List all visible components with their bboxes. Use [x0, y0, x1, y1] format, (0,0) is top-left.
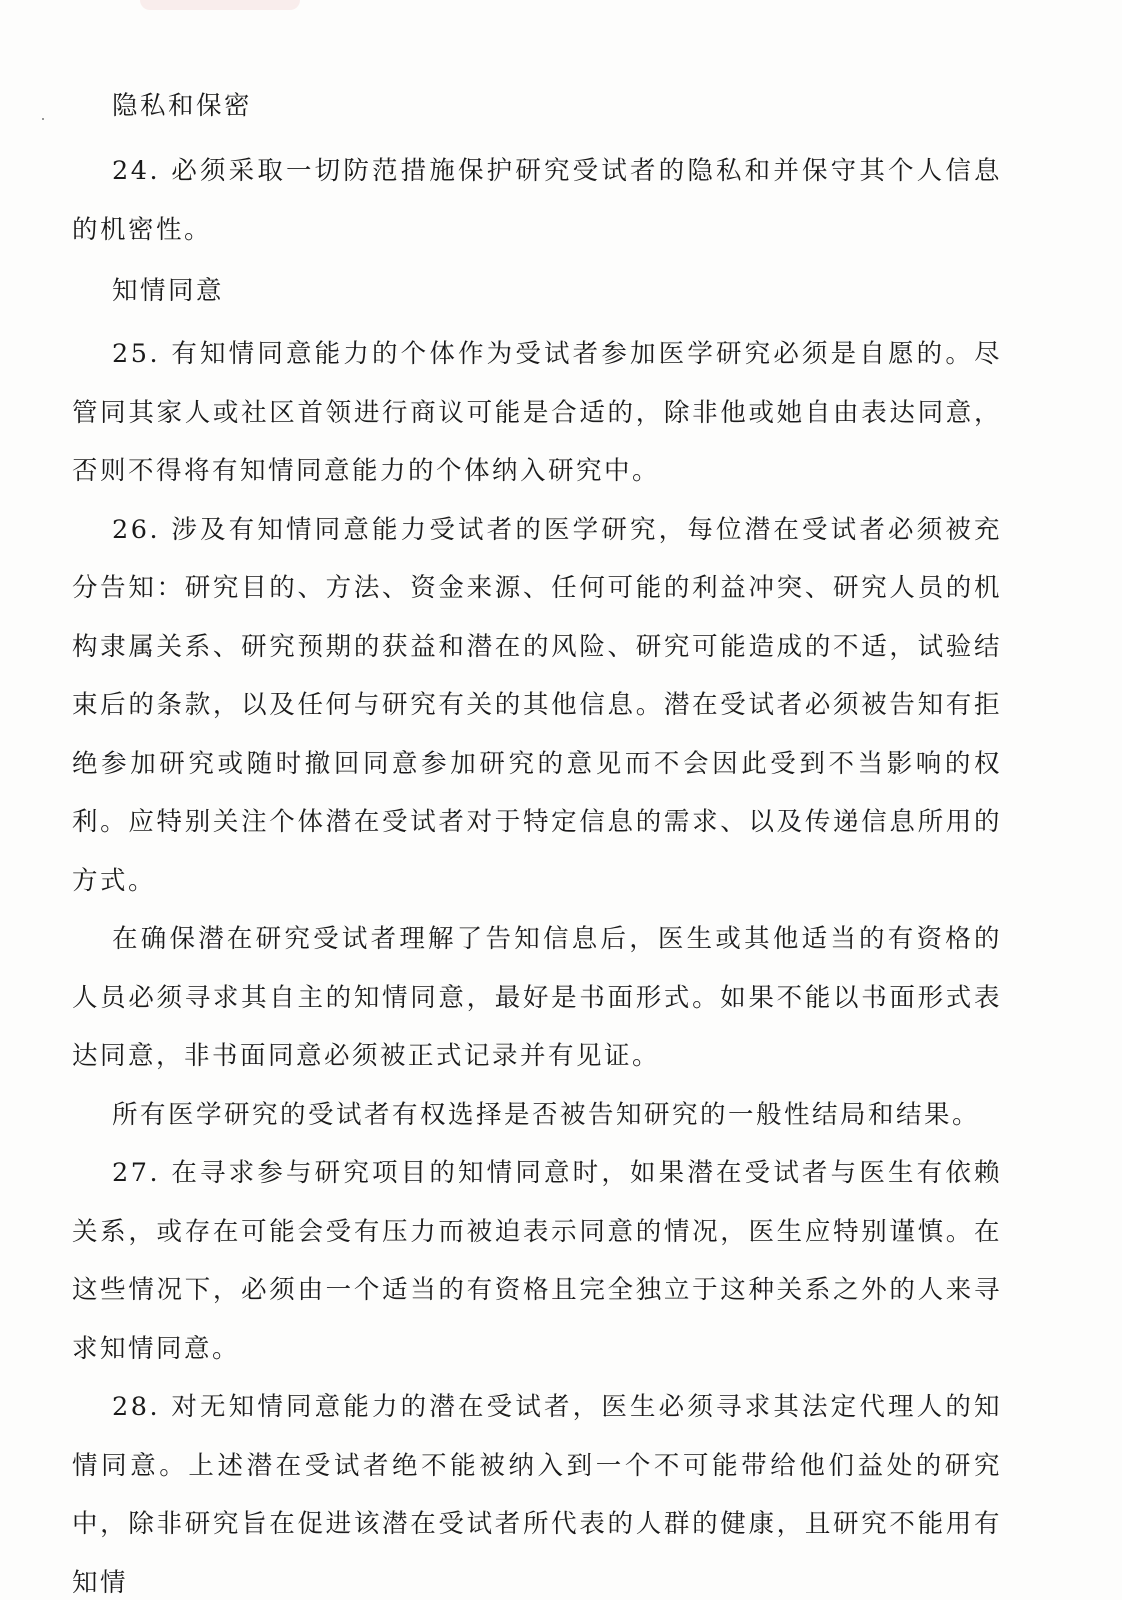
- section-heading-privacy: 隐私和保密: [112, 91, 253, 121]
- paragraph-26-continued: 在确保潜在研究受试者理解了告知信息后，医生或其他适当的有资格的人员必须寻求其自主的知情同意，最好是书面形式。如果不能以书面形式表达同意，非书面同意必须被正式记录并有见证。: [72, 924, 1002, 1071]
- paragraph-25: 25. 有知情同意能力的个体作为受试者参加医学研究必须是自愿的。尽管同其家人或社区首领进行商议可能是合适的，除非他或她自由表达同意，否则不得将有知情同意能力的个体纳入研究中。: [72, 339, 1002, 486]
- paragraph-26: 26. 涉及有知情同意能力受试者的医学研究，每位潜在受试者必须被充分告知：研究目的、方法、资金来源、任何可能的利益冲突、研究人员的机构隶属关系、研究预期的获益和潜在的风险、研究可能造成的不适，试验结束后的条款，以及任何与研究有关的其他信息。潜在受试者必须被告知有拒绝参加研究或随时撤回同意参加研究的意见而不会因此受到不当影响的权利。应特别关注个体潜在受试者对于特定信息的需求、以及传递信息所用的方式。: [72, 514, 1002, 896]
- scan-artifact: [140, 0, 300, 10]
- paragraph-28: 28. 对无知情同意能力的潜在受试者，医生必须寻求其法定代理人的知情同意。上述潜在受试者绝不能被纳入到一个不可能带给他们益处的研究中，除非研究旨在促进该潜在受试者所代表的人群的健康，且研究不能用有知情: [72, 1392, 1002, 1598]
- paragraph-26-results-right: 所有医学研究的受试者有权选择是否被告知研究的一般性结局和结果。: [112, 1099, 981, 1130]
- paragraph-24: 24. 必须采取一切防范措施保护研究受试者的隐私和并保守其个人信息的机密性。: [72, 156, 1002, 245]
- section-heading-informed-consent: 知情同意: [112, 276, 225, 306]
- paragraph-27: 27. 在寻求参与研究项目的知情同意时，如果潜在受试者与医生有依赖关系，或存在可能会受有压力而被迫表示同意的情况，医生应特别谨慎。在这些情况下，必须由一个适当的有资格且完全独立于这种关系之外的人来寻求知情同意。: [72, 1158, 1002, 1364]
- scan-speck: [42, 118, 44, 120]
